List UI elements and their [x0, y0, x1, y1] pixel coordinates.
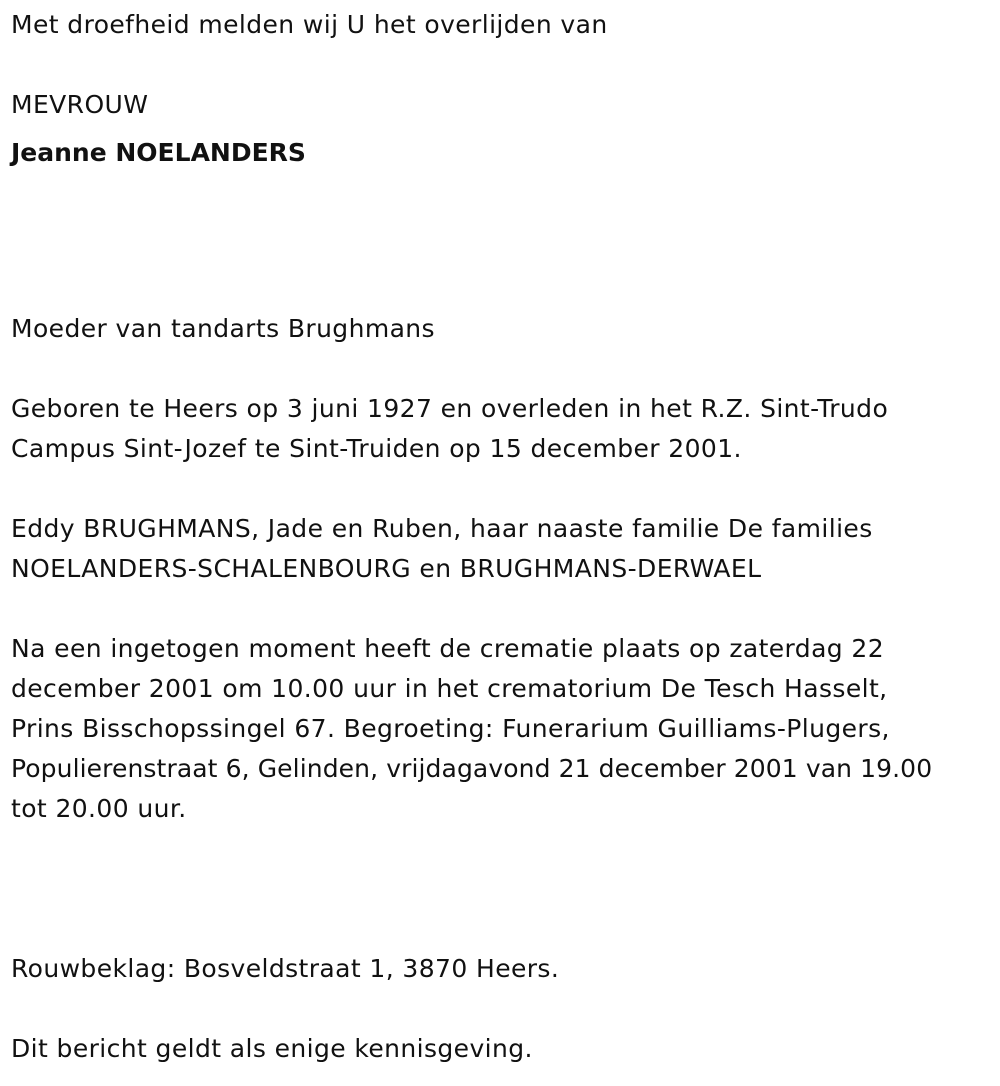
death-notice — [11, 0, 991, 1086]
deceased-name: Jeanne NOELANDERS — [11, 138, 306, 167]
relation-text: Moeder van tandarts Brughmans — [11, 314, 435, 343]
birth-death-line-2: Campus Sint-Jozef te Sint-Truiden op 15 december 2001. — [11, 434, 742, 463]
birth-death-line-1: Geboren te Heers op 3 juni 1927 en overleden in het R.Z. Sint-Trudo — [11, 394, 889, 423]
honorific-title: MEVROUW — [11, 90, 149, 119]
ceremony-line-4: Populierenstraat 6, Gelinden, vrijdagavond 21 december 2001 van 19.00 — [11, 754, 933, 783]
ceremony-line-3: Prins Bisschopssingel 67. Begroeting: Funerarium Guilliams-Plugers, — [11, 714, 890, 743]
condolences-text: Rouwbeklag: Bosveldstraat 1, 3870 Heers. — [11, 954, 560, 983]
family-line-1: Eddy BRUGHMANS, Jade en Ruben, haar naaste familie De families — [11, 514, 873, 543]
ceremony-line-1: Na een ingetogen moment heeft de crematie plaats op zaterdag 22 — [11, 634, 885, 663]
ceremony-line-5: tot 20.00 uur. — [11, 794, 187, 823]
intro-text: Met droefheid melden wij U het overlijden van — [11, 10, 608, 39]
ceremony-line-2: december 2001 om 10.00 uur in het crematorium De Tesch Hasselt, — [11, 674, 888, 703]
family-line-2: NOELANDERS-SCHALENBOURG en BRUGHMANS-DERWAEL — [11, 554, 762, 583]
notice-text: Dit bericht geldt als enige kennisgeving. — [11, 1034, 533, 1063]
